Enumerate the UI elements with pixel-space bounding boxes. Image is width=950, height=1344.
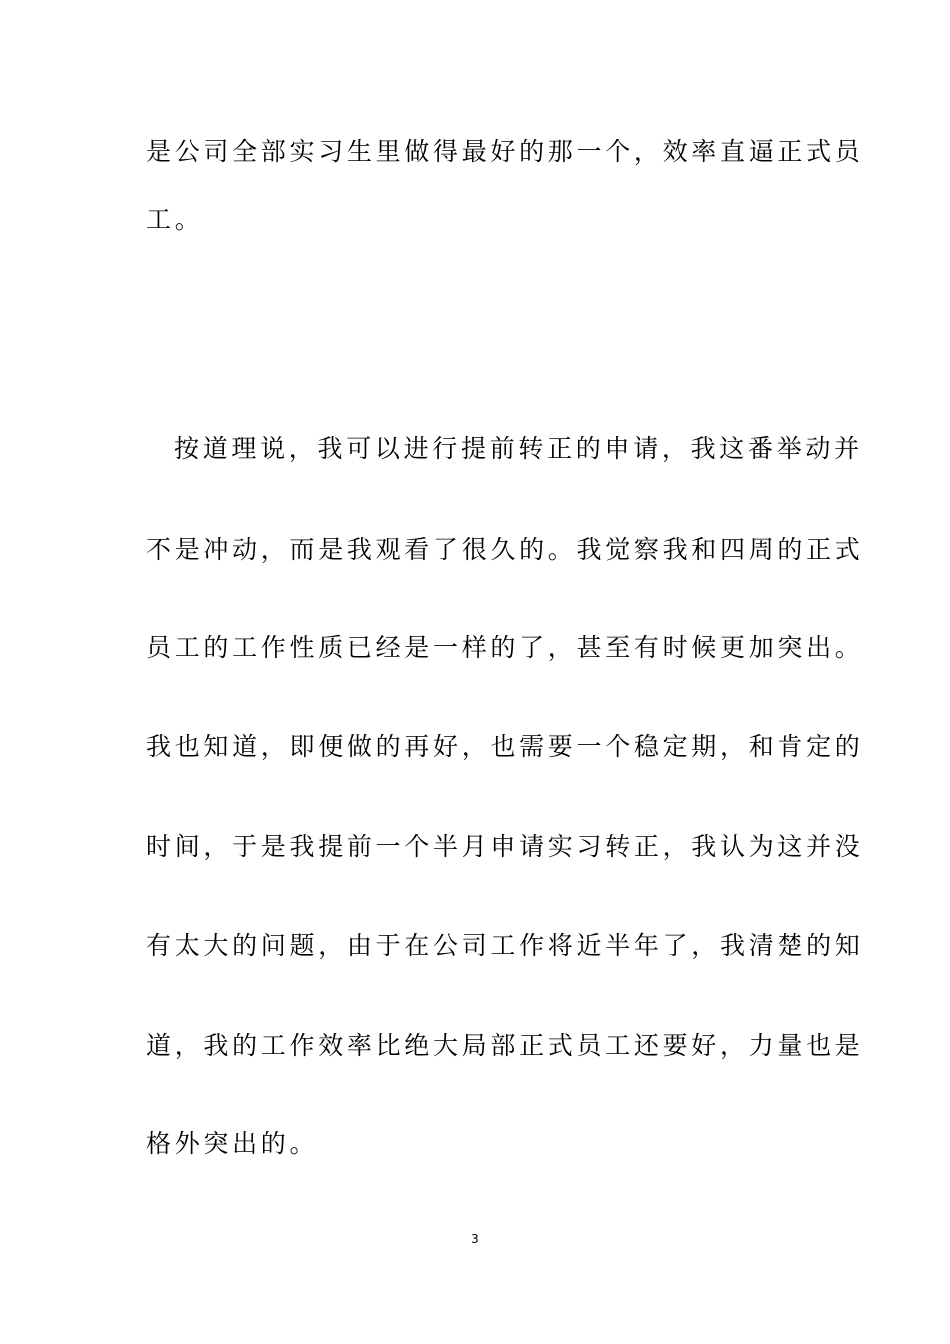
text-line: 不是冲动，而是我观看了很久的。我觉察我和四周的正式 (146, 535, 864, 564)
page-number: 3 (471, 1232, 479, 1246)
text-line: 工。 (146, 205, 204, 234)
text-line: 员工的工作性质已经是一样的了，甚至有时候更加突出。 (146, 633, 864, 662)
text-line: 有太大的问题，由于在公司工作将近半年了，我清楚的知 (146, 931, 864, 960)
text-line: 时间，于是我提前一个半月申请实习转正，我认为这并没 (146, 832, 864, 861)
text-line: 道，我的工作效率比绝大局部正式员工还要好，力量也是 (146, 1031, 864, 1060)
text-line: 是公司全部实习生里做得最好的那一个，效率直逼正式员 (146, 137, 864, 166)
text-line: 我也知道，即便做的再好，也需要一个稳定期，和肯定的 (146, 732, 864, 761)
text-line: 按道理说，我可以进行提前转正的申请，我这番举动并 (174, 434, 863, 463)
text-line: 格外突出的。 (146, 1129, 319, 1158)
